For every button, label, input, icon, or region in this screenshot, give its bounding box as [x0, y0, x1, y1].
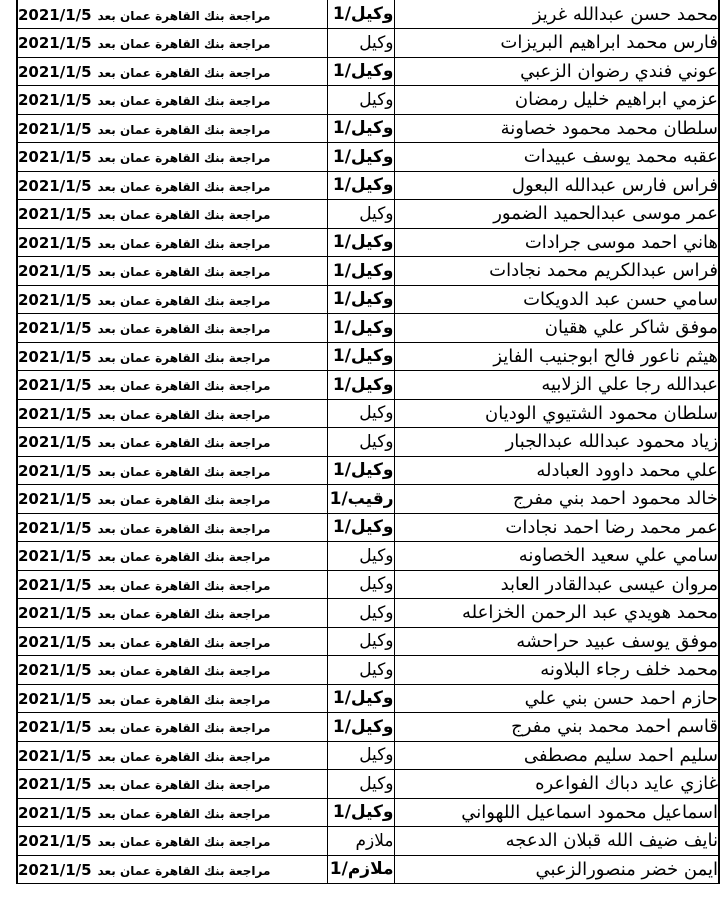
review-instruction-text: مراجعة بنك القاهرة عمان بعد	[97, 806, 271, 821]
instruction-cell	[18, 798, 327, 827]
person-name-cell: عمر موسى عبدالحميد الضمور	[394, 200, 718, 229]
person-name-cell: فراس عبدالكريم محمد نجادات	[394, 257, 718, 286]
instruction-cell	[18, 371, 327, 400]
rank-cell: وكيل	[327, 542, 394, 571]
person-name-cell: ايمن خضر منصورالزعبي	[394, 855, 718, 884]
review-date: 2021/1/5	[18, 689, 92, 708]
review-date: 2021/1/5	[18, 5, 92, 24]
rank-cell: وكيل/1	[327, 57, 394, 86]
rank-cell: ملازم/1	[327, 855, 394, 884]
instruction-cell	[18, 114, 327, 143]
review-instruction-text: مراجعة بنك القاهرة عمان بعد	[97, 578, 271, 593]
review-date: 2021/1/5	[18, 290, 92, 309]
person-name-cell: محمد هويدي عبد الرحمن الخزاعله	[394, 599, 718, 628]
instruction-cell	[18, 713, 327, 742]
instruction-cell	[18, 257, 327, 286]
review-date: 2021/1/5	[18, 347, 92, 366]
rank-cell: وكيل/1	[327, 314, 394, 343]
review-date: 2021/1/5	[18, 661, 92, 680]
rank-cell: وكيل/1	[327, 143, 394, 172]
rank-cell: وكيل	[327, 200, 394, 229]
table-row	[18, 86, 718, 115]
review-instruction-text: مراجعة بنك القاهرة عمان بعد	[97, 179, 271, 194]
person-name-cell: حازم احمد حسن بني علي	[394, 684, 718, 713]
instruction-cell	[18, 29, 327, 58]
rank-cell: وكيل	[327, 627, 394, 656]
instruction-cell	[18, 57, 327, 86]
rank-cell: وكيل/1	[327, 713, 394, 742]
review-instruction-text: مراجعة بنك القاهرة عمان بعد	[97, 407, 271, 422]
review-instruction-text: مراجعة بنك القاهرة عمان بعد	[97, 122, 271, 137]
review-instruction-text: مراجعة بنك القاهرة عمان بعد	[97, 521, 271, 536]
instruction-cell	[18, 684, 327, 713]
review-instruction-text: مراجعة بنك القاهرة عمان بعد	[97, 464, 271, 479]
review-instruction-text: مراجعة بنك القاهرة عمان بعد	[97, 863, 271, 878]
review-date: 2021/1/5	[18, 433, 92, 452]
roster-body	[18, 0, 718, 884]
review-date: 2021/1/5	[18, 62, 92, 81]
table-row	[18, 570, 718, 599]
table-row	[18, 314, 718, 343]
instruction-cell	[18, 342, 327, 371]
table-row	[18, 855, 718, 884]
table-row	[18, 770, 718, 799]
review-date: 2021/1/5	[18, 632, 92, 651]
instruction-cell	[18, 599, 327, 628]
instruction-cell	[18, 570, 327, 599]
review-instruction-text: مراجعة بنك القاهرة عمان بعد	[97, 721, 271, 736]
instruction-cell	[18, 428, 327, 457]
rank-cell: وكيل	[327, 770, 394, 799]
person-name-cell: عوني فندي رضوان الزعبي	[394, 57, 718, 86]
rank-cell: وكيل/1	[327, 228, 394, 257]
rank-cell: وكيل/1	[327, 285, 394, 314]
table-row	[18, 57, 718, 86]
person-name-cell: مروان عيسى عبدالقادر العابد	[394, 570, 718, 599]
instruction-cell	[18, 456, 327, 485]
instruction-cell	[18, 0, 327, 29]
review-instruction-text: مراجعة بنك القاهرة عمان بعد	[97, 692, 271, 707]
person-name-cell: سامي علي سعيد الخصاونه	[394, 542, 718, 571]
review-instruction-text: مراجعة بنك القاهرة عمان بعد	[97, 835, 271, 850]
person-name-cell: نايف ضيف الله قبلان الدعجه	[394, 827, 718, 856]
person-name-cell: قاسم احمد محمد بني مفرج	[394, 713, 718, 742]
table-row	[18, 627, 718, 656]
person-name-cell: زياد محمود عبدالله عبدالجبار	[394, 428, 718, 457]
review-instruction-text: مراجعة بنك القاهرة عمان بعد	[97, 236, 271, 251]
review-instruction-text: مراجعة بنك القاهرة عمان بعد	[97, 208, 271, 223]
person-name-cell: عبدالله رجا علي الزلابيه	[394, 371, 718, 400]
table-row	[18, 342, 718, 371]
table-row	[18, 485, 718, 514]
instruction-cell	[18, 171, 327, 200]
review-date: 2021/1/5	[18, 461, 92, 480]
table-row	[18, 143, 718, 172]
review-date: 2021/1/5	[18, 604, 92, 623]
review-instruction-text: مراجعة بنك القاهرة عمان بعد	[97, 379, 271, 394]
review-date: 2021/1/5	[18, 262, 92, 281]
instruction-cell	[18, 656, 327, 685]
person-name-cell: هيثم ناعور فالح ابوجنيب الفايز	[394, 342, 718, 371]
person-name-cell: موفق شاكر علي هقيان	[394, 314, 718, 343]
review-date: 2021/1/5	[18, 376, 92, 395]
table-row	[18, 171, 718, 200]
instruction-cell	[18, 827, 327, 856]
rank-cell: وكيل	[327, 86, 394, 115]
review-date: 2021/1/5	[18, 575, 92, 594]
review-date: 2021/1/5	[18, 490, 92, 509]
table-row	[18, 285, 718, 314]
review-instruction-text: مراجعة بنك القاهرة عمان بعد	[97, 635, 271, 650]
table-row	[18, 228, 718, 257]
person-name-cell: سلطان محمود الشتيوي الوديان	[394, 399, 718, 428]
review-instruction-text: مراجعة بنك القاهرة عمان بعد	[97, 8, 271, 23]
review-instruction-text: مراجعة بنك القاهرة عمان بعد	[97, 550, 271, 565]
review-instruction-text: مراجعة بنك القاهرة عمان بعد	[97, 94, 271, 109]
rank-cell: وكيل	[327, 656, 394, 685]
review-date: 2021/1/5	[18, 518, 92, 537]
review-date: 2021/1/5	[18, 91, 92, 110]
instruction-cell	[18, 399, 327, 428]
review-date: 2021/1/5	[18, 746, 92, 765]
instruction-cell	[18, 200, 327, 229]
instruction-cell	[18, 86, 327, 115]
table-row	[18, 428, 718, 457]
person-name-cell: عمر محمد رضا احمد نجادات	[394, 513, 718, 542]
table-row	[18, 456, 718, 485]
person-name-cell: هاني احمد موسى جرادات	[394, 228, 718, 257]
person-name-cell: محمد خلف رجاء البلاونه	[394, 656, 718, 685]
review-date: 2021/1/5	[18, 34, 92, 53]
person-name-cell: غازي عايد دباك الفواعره	[394, 770, 718, 799]
rank-cell: وكيل/1	[327, 684, 394, 713]
review-date: 2021/1/5	[18, 319, 92, 338]
review-date: 2021/1/5	[18, 718, 92, 737]
person-name-cell: فارس محمد ابراهيم البريزات	[394, 29, 718, 58]
instruction-cell	[18, 485, 327, 514]
review-instruction-text: مراجعة بنك القاهرة عمان بعد	[97, 607, 271, 622]
person-name-cell: سلطان محمد محمود خصاونة	[394, 114, 718, 143]
instruction-cell	[18, 741, 327, 770]
instruction-cell	[18, 314, 327, 343]
table-row	[18, 599, 718, 628]
instruction-cell	[18, 770, 327, 799]
table-row	[18, 200, 718, 229]
rank-cell: وكيل/1	[327, 513, 394, 542]
review-date: 2021/1/5	[18, 860, 92, 879]
person-name-cell: سليم احمد سليم مصطفى	[394, 741, 718, 770]
person-name-cell: عزمي ابراهيم خليل رمضان	[394, 86, 718, 115]
rank-cell: وكيل/1	[327, 798, 394, 827]
rank-cell: وكيل/1	[327, 0, 394, 29]
table-row	[18, 827, 718, 856]
review-instruction-text: مراجعة بنك القاهرة عمان بعد	[97, 151, 271, 166]
rank-cell: وكيل	[327, 599, 394, 628]
instruction-cell	[18, 513, 327, 542]
rank-cell: وكيل/1	[327, 342, 394, 371]
roster-sheet	[16, 0, 720, 884]
review-instruction-text: مراجعة بنك القاهرة عمان بعد	[97, 778, 271, 793]
instruction-cell	[18, 627, 327, 656]
rank-cell: رقيب/1	[327, 485, 394, 514]
instruction-cell	[18, 542, 327, 571]
review-date: 2021/1/5	[18, 119, 92, 138]
instruction-cell	[18, 228, 327, 257]
table-row	[18, 371, 718, 400]
person-name-cell: خالد محمود احمد بني مفرج	[394, 485, 718, 514]
table-row	[18, 29, 718, 58]
review-date: 2021/1/5	[18, 775, 92, 794]
review-date: 2021/1/5	[18, 803, 92, 822]
rank-cell: وكيل/1	[327, 171, 394, 200]
review-instruction-text: مراجعة بنك القاهرة عمان بعد	[97, 664, 271, 679]
table-row	[18, 0, 718, 29]
review-date: 2021/1/5	[18, 233, 92, 252]
review-instruction-text: مراجعة بنك القاهرة عمان بعد	[97, 293, 271, 308]
review-date: 2021/1/5	[18, 148, 92, 167]
rank-cell: وكيل/1	[327, 371, 394, 400]
rank-cell: وكيل/1	[327, 456, 394, 485]
person-name-cell: عقبه محمد يوسف عبيدات	[394, 143, 718, 172]
rank-cell: وكيل	[327, 570, 394, 599]
table-row	[18, 656, 718, 685]
review-date: 2021/1/5	[18, 176, 92, 195]
review-date: 2021/1/5	[18, 547, 92, 566]
person-name-cell: سامي حسن عبد الدويكات	[394, 285, 718, 314]
review-date: 2021/1/5	[18, 404, 92, 423]
review-instruction-text: مراجعة بنك القاهرة عمان بعد	[97, 37, 271, 52]
review-date: 2021/1/5	[18, 832, 92, 851]
instruction-cell	[18, 855, 327, 884]
instruction-cell	[18, 143, 327, 172]
person-name-cell: علي محمد داوود العبادله	[394, 456, 718, 485]
rank-cell: وكيل	[327, 399, 394, 428]
roster-table	[18, 0, 718, 884]
rank-cell: وكيل	[327, 428, 394, 457]
review-instruction-text: مراجعة بنك القاهرة عمان بعد	[97, 65, 271, 80]
review-instruction-text: مراجعة بنك القاهرة عمان بعد	[97, 493, 271, 508]
table-row	[18, 257, 718, 286]
review-date: 2021/1/5	[18, 205, 92, 224]
rank-cell: وكيل/1	[327, 114, 394, 143]
table-row	[18, 684, 718, 713]
table-row	[18, 542, 718, 571]
review-instruction-text: مراجعة بنك القاهرة عمان بعد	[97, 749, 271, 764]
review-instruction-text: مراجعة بنك القاهرة عمان بعد	[97, 350, 271, 365]
review-instruction-text: مراجعة بنك القاهرة عمان بعد	[97, 436, 271, 451]
rank-cell: وكيل	[327, 741, 394, 770]
table-row	[18, 399, 718, 428]
rank-cell: وكيل/1	[327, 257, 394, 286]
person-name-cell: اسماعيل محمود اسماعيل اللهواني	[394, 798, 718, 827]
table-row	[18, 114, 718, 143]
review-instruction-text: مراجعة بنك القاهرة عمان بعد	[97, 322, 271, 337]
table-row	[18, 798, 718, 827]
table-row	[18, 741, 718, 770]
rank-cell: ملازم	[327, 827, 394, 856]
table-row	[18, 713, 718, 742]
review-instruction-text: مراجعة بنك القاهرة عمان بعد	[97, 265, 271, 280]
person-name-cell: محمد حسن عبدالله غريز	[394, 0, 718, 29]
person-name-cell: موفق يوسف عبيد حراحشه	[394, 627, 718, 656]
instruction-cell	[18, 285, 327, 314]
table-row	[18, 513, 718, 542]
rank-cell: وكيل	[327, 29, 394, 58]
person-name-cell: فراس فارس عبدالله البعول	[394, 171, 718, 200]
